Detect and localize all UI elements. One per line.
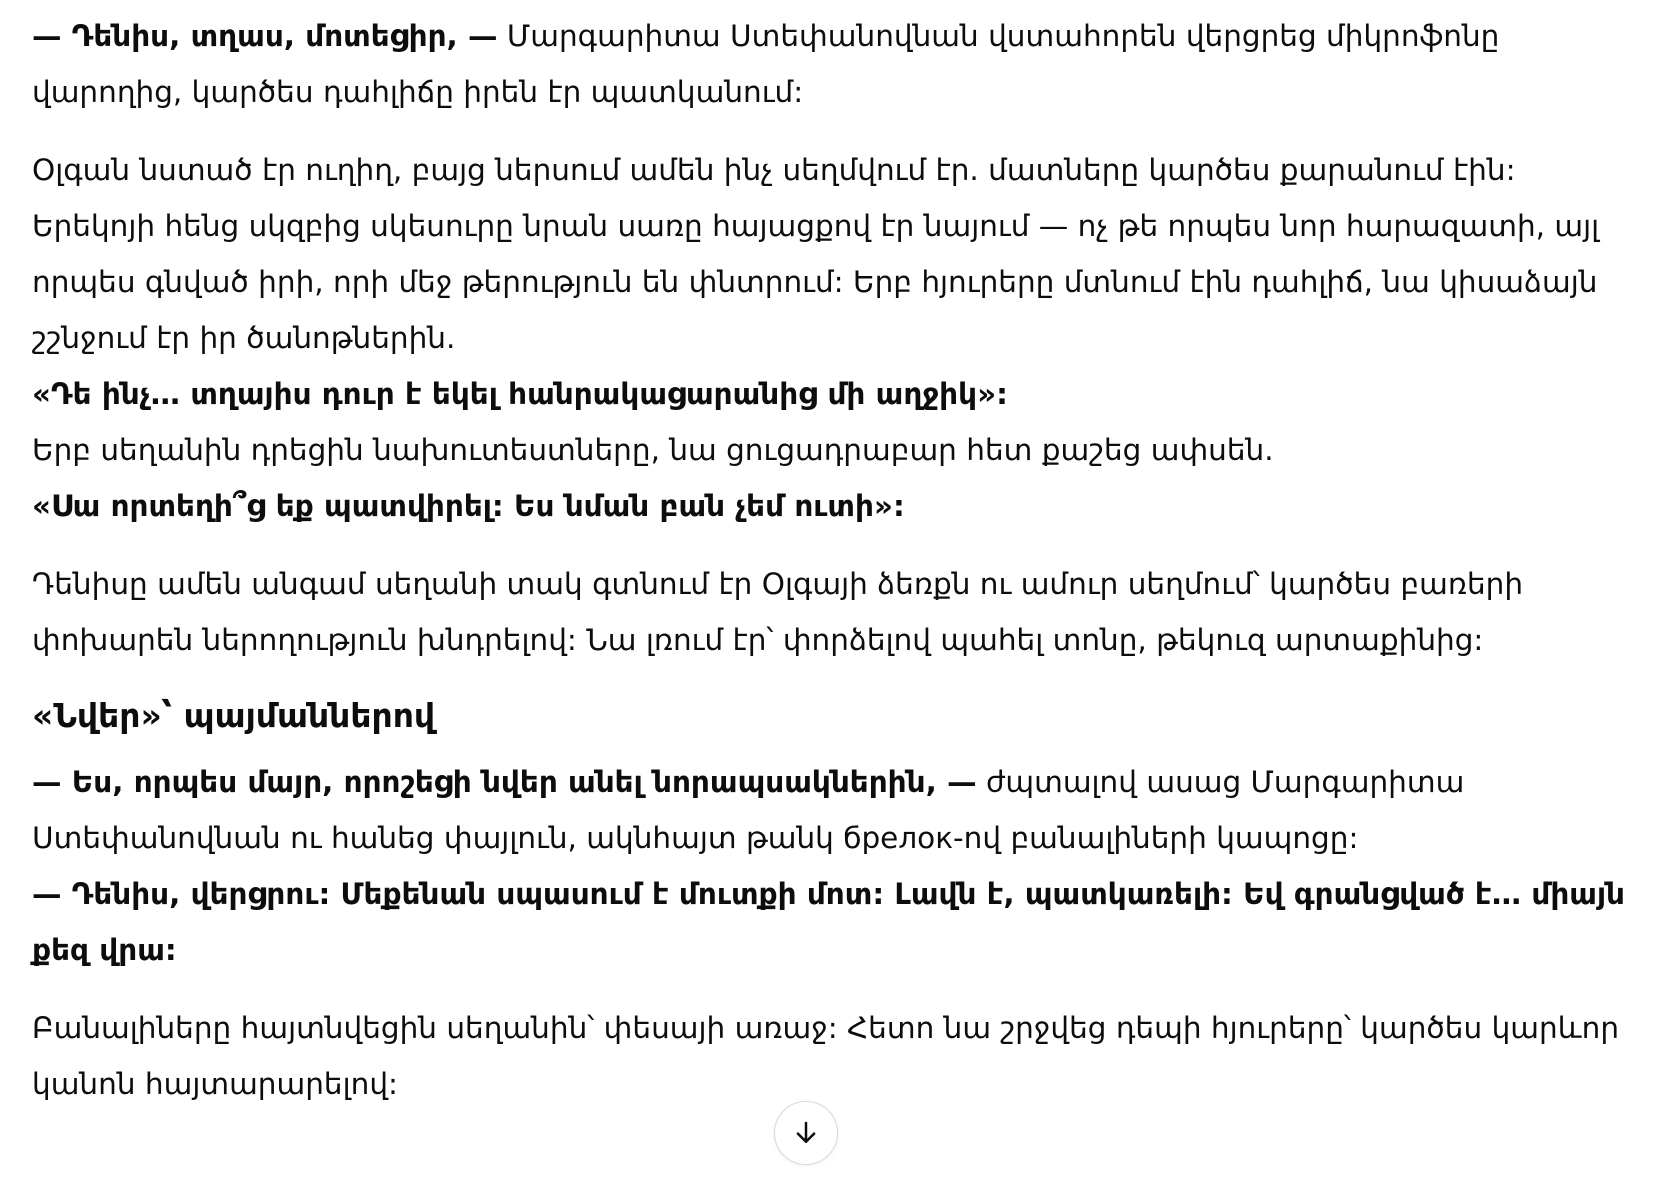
scroll-down-button[interactable] xyxy=(774,1101,838,1165)
paragraph-2: Օլգան նստած էր ուղիղ, բայց ներսում ամեն ինչ սեղմվում էր. մատները կարծես քարանում էին: Երեկոյի հենց սկզբից սկեսուրը նրան սառը հայացքով էր նայում — ոչ թե որպես նոր հարազատի, այլ որպես գնված իրի, որի մեջ թերություն են փնտրում: Երբ հյուրերը մտնում էին դահլիճ, նա կիսաձայն շշնջում էր իր ծանոթներին. xyxy=(32,153,1600,355)
paragraph-text: ժպտալով ասաց Մարգարիտա Ստեփանովնան ու հանեց փայլուն, ակնհայտ թանկ брелок-ով բանալիների կապոցը: xyxy=(32,765,1465,855)
quote-2: «Սա որտեղի՞ց եք պատվիրել: Ես նման բան չեմ ուտի»: xyxy=(32,489,905,523)
dialogue-bold: — Դենիս, տղաս, մոտեցիր, — xyxy=(32,19,498,53)
quote-1: «Դե ինչ… տղայիս դուր է եկել հանրակացարանից մի աղջիկ»: xyxy=(32,377,1008,411)
dialogue-line: — Դենիս, վերցրու: Մեքենան սպասում է մուտքի մոտ: Լավն է, պատկառելի: Եվ գրանցված է… միայն քեզ վրա: xyxy=(32,877,1626,967)
paragraph-text: Մարգարիտա Ստեփանովնան վստահորեն վերցրեց միկրոֆոնը վարողից, կարծես դահլիճը իրեն էր պատկանում: xyxy=(32,19,1500,109)
paragraph-4: Դենիսը ամեն անգամ սեղանի տակ գտնում էր Օլգայի ձեռքն ու ամուր սեղմում՝ կարծես բառերի փոխարեն ներողություն խնդրելով: Նա լռում էր՝ փորձելով պահել տոնը, թեկուզ արտաքինից: xyxy=(32,567,1524,657)
paragraph-3: Երբ սեղանին դրեցին նախուտեստները, նա ցուցադրաբար հետ քաշեց ափսեն. xyxy=(32,433,1274,467)
dialogue-bold: — Ես, որպես մայր, որոշեցի նվեր անել նորապսակներին, — xyxy=(32,765,977,799)
arrow-down-icon xyxy=(791,1118,821,1148)
paragraph-5 xyxy=(32,754,1632,866)
section-heading: «Նվեր»՝ պայմաններով xyxy=(32,696,436,735)
paragraph-6: Բանալիները հայտնվեցին սեղանին՝ փեսայի առաջ: Հետո նա շրջվեց դեպի հյուրերը՝ կարծես կարևոր կանոն հայտարարելով: xyxy=(32,1011,1620,1101)
article-body xyxy=(32,8,1632,1112)
paragraph-1 xyxy=(32,8,1632,120)
